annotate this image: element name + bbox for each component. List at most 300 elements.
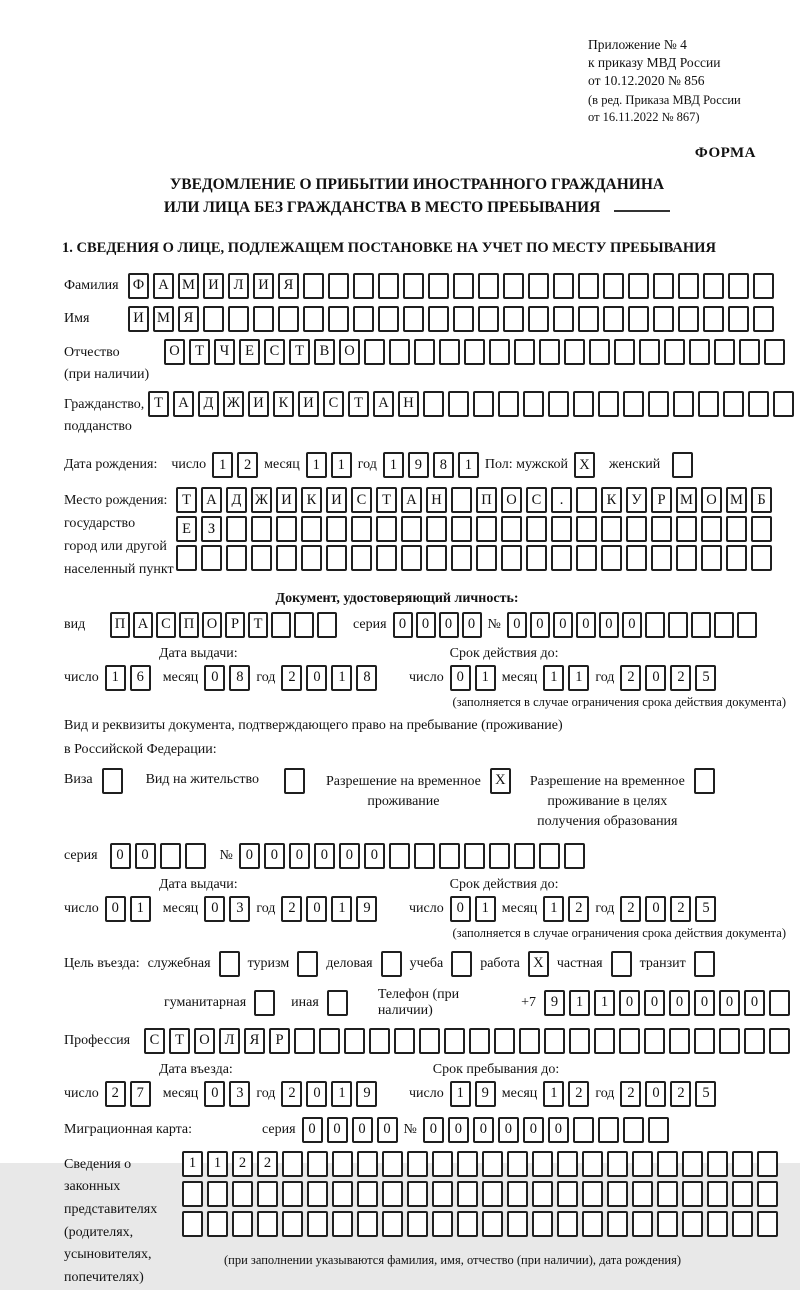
char-box[interactable]	[732, 1181, 753, 1207]
permit-issue-day-input[interactable]	[105, 896, 151, 922]
char-box[interactable]: И	[298, 391, 319, 417]
char-box[interactable]	[254, 990, 275, 1016]
char-box[interactable]	[707, 1211, 728, 1237]
char-box[interactable]	[326, 545, 347, 571]
char-box[interactable]: Е	[239, 339, 260, 365]
char-box[interactable]: 0	[744, 990, 765, 1016]
char-box[interactable]	[614, 339, 635, 365]
char-box[interactable]: Т	[148, 391, 169, 417]
char-box[interactable]	[757, 1211, 778, 1237]
char-box[interactable]: Ч	[214, 339, 235, 365]
char-box[interactable]	[689, 339, 710, 365]
char-box[interactable]: 0	[619, 990, 640, 1016]
char-box[interactable]: И	[128, 306, 149, 332]
char-box[interactable]: 2	[257, 1151, 278, 1177]
char-box[interactable]: 0	[306, 665, 327, 691]
char-box[interactable]: 8	[356, 665, 377, 691]
char-box[interactable]	[707, 1181, 728, 1207]
char-box[interactable]: 0	[393, 612, 413, 638]
char-box[interactable]: О	[164, 339, 185, 365]
char-box[interactable]	[326, 516, 347, 542]
char-box[interactable]	[607, 1211, 628, 1237]
char-box[interactable]: 2	[568, 1081, 589, 1107]
char-box[interactable]	[682, 1211, 703, 1237]
char-box[interactable]	[401, 545, 422, 571]
char-box[interactable]	[282, 1181, 303, 1207]
profession-input[interactable]	[144, 1028, 790, 1054]
char-box[interactable]: О	[194, 1028, 215, 1054]
char-box[interactable]: X	[490, 768, 511, 794]
char-box[interactable]	[769, 1028, 790, 1054]
char-box[interactable]	[382, 1151, 403, 1177]
purpose-humanitarian-checkbox[interactable]	[254, 990, 275, 1016]
valid-day-input[interactable]	[450, 665, 496, 691]
char-box[interactable]	[203, 306, 224, 332]
char-box[interactable]: Т	[169, 1028, 190, 1054]
char-box[interactable]	[553, 306, 574, 332]
char-box[interactable]: 0	[507, 612, 527, 638]
char-box[interactable]	[607, 1151, 628, 1177]
char-box[interactable]: 0	[694, 990, 715, 1016]
char-box[interactable]	[703, 273, 724, 299]
char-box[interactable]	[182, 1181, 203, 1207]
permit-valid-month-input[interactable]	[543, 896, 589, 922]
char-box[interactable]: А	[201, 487, 222, 513]
char-box[interactable]: 0	[264, 843, 285, 869]
doc-number-input[interactable]	[507, 612, 757, 638]
char-box[interactable]	[451, 487, 472, 513]
char-box[interactable]	[228, 306, 249, 332]
char-box[interactable]: В	[314, 339, 335, 365]
char-box[interactable]	[357, 1181, 378, 1207]
char-box[interactable]: Р	[651, 487, 672, 513]
birth-month-input[interactable]	[306, 452, 352, 478]
char-box[interactable]	[678, 306, 699, 332]
char-box[interactable]	[694, 1028, 715, 1054]
char-box[interactable]	[557, 1181, 578, 1207]
purpose-study-checkbox[interactable]	[451, 951, 472, 977]
entry-year-input[interactable]	[281, 1081, 377, 1107]
char-box[interactable]	[723, 391, 744, 417]
char-box[interactable]: И	[276, 487, 297, 513]
char-box[interactable]: 1	[568, 665, 589, 691]
char-box[interactable]: Я	[178, 306, 199, 332]
birth-day-input[interactable]	[212, 452, 258, 478]
char-box[interactable]	[694, 951, 715, 977]
char-box[interactable]	[739, 339, 760, 365]
char-box[interactable]: С	[144, 1028, 165, 1054]
char-box[interactable]	[744, 1028, 765, 1054]
char-box[interactable]: 2	[620, 896, 641, 922]
char-box[interactable]: 0	[576, 612, 596, 638]
char-box[interactable]	[226, 545, 247, 571]
char-box[interactable]	[332, 1211, 353, 1237]
char-box[interactable]: 1	[212, 452, 233, 478]
char-box[interactable]: 2	[670, 665, 691, 691]
char-box[interactable]	[453, 306, 474, 332]
char-box[interactable]	[494, 1028, 515, 1054]
char-box[interactable]: 0	[110, 843, 131, 869]
char-box[interactable]: 1	[130, 896, 151, 922]
char-box[interactable]	[327, 990, 348, 1016]
char-box[interactable]	[714, 339, 735, 365]
char-box[interactable]	[569, 1028, 590, 1054]
char-box[interactable]	[623, 1117, 644, 1143]
char-box[interactable]: 0	[439, 612, 459, 638]
char-box[interactable]	[598, 1117, 619, 1143]
char-box[interactable]	[678, 273, 699, 299]
char-box[interactable]	[672, 452, 693, 478]
char-box[interactable]	[389, 339, 410, 365]
char-box[interactable]: 0	[204, 896, 225, 922]
char-box[interactable]	[257, 1211, 278, 1237]
char-box[interactable]: 0	[105, 896, 126, 922]
char-box[interactable]	[301, 545, 322, 571]
char-box[interactable]: Ж	[223, 391, 244, 417]
char-box[interactable]	[648, 391, 669, 417]
char-box[interactable]: А	[153, 273, 174, 299]
char-box[interactable]	[251, 516, 272, 542]
char-box[interactable]: 2	[232, 1151, 253, 1177]
char-box[interactable]	[378, 306, 399, 332]
char-box[interactable]: 0	[416, 612, 436, 638]
char-box[interactable]	[503, 273, 524, 299]
char-box[interactable]	[551, 516, 572, 542]
char-box[interactable]	[507, 1211, 528, 1237]
char-box[interactable]	[439, 843, 460, 869]
char-box[interactable]: 0	[553, 612, 573, 638]
char-box[interactable]	[307, 1211, 328, 1237]
char-box[interactable]	[564, 339, 585, 365]
char-box[interactable]: Т	[189, 339, 210, 365]
purpose-other-checkbox[interactable]	[327, 990, 348, 1016]
char-box[interactable]: М	[676, 487, 697, 513]
char-box[interactable]	[548, 391, 569, 417]
char-box[interactable]	[428, 273, 449, 299]
char-box[interactable]	[769, 990, 790, 1016]
edu-permit-checkbox[interactable]	[694, 768, 715, 794]
char-box[interactable]	[501, 545, 522, 571]
entry-month-input[interactable]	[204, 1081, 250, 1107]
char-box[interactable]	[698, 391, 719, 417]
char-box[interactable]: П	[179, 612, 199, 638]
char-box[interactable]	[469, 1028, 490, 1054]
char-box[interactable]: М	[153, 306, 174, 332]
char-box[interactable]: 3	[229, 1081, 250, 1107]
char-box[interactable]	[378, 273, 399, 299]
char-box[interactable]	[664, 339, 685, 365]
birth-place-input-row1[interactable]	[176, 487, 772, 513]
char-box[interactable]: 6	[130, 665, 151, 691]
char-box[interactable]	[448, 391, 469, 417]
char-box[interactable]: 0	[327, 1117, 348, 1143]
char-box[interactable]	[694, 768, 715, 794]
char-box[interactable]	[276, 516, 297, 542]
char-box[interactable]: 0	[364, 843, 385, 869]
char-box[interactable]	[532, 1151, 553, 1177]
char-box[interactable]	[389, 843, 410, 869]
char-box[interactable]	[419, 1028, 440, 1054]
char-box[interactable]: 2	[670, 896, 691, 922]
char-box[interactable]: Н	[398, 391, 419, 417]
char-box[interactable]	[526, 545, 547, 571]
char-box[interactable]: А	[401, 487, 422, 513]
char-box[interactable]: 8	[229, 665, 250, 691]
char-box[interactable]	[457, 1151, 478, 1177]
char-box[interactable]	[764, 339, 785, 365]
char-box[interactable]	[632, 1181, 653, 1207]
char-box[interactable]	[657, 1211, 678, 1237]
char-box[interactable]: 2	[620, 665, 641, 691]
char-box[interactable]	[464, 843, 485, 869]
char-box[interactable]	[232, 1181, 253, 1207]
char-box[interactable]	[451, 516, 472, 542]
char-box[interactable]	[432, 1151, 453, 1177]
char-box[interactable]	[376, 545, 397, 571]
char-box[interactable]	[603, 273, 624, 299]
char-box[interactable]	[728, 306, 749, 332]
char-box[interactable]: И	[203, 273, 224, 299]
char-box[interactable]	[303, 306, 324, 332]
stay-month-input[interactable]	[543, 1081, 589, 1107]
char-box[interactable]	[489, 339, 510, 365]
name-input[interactable]	[128, 306, 774, 332]
char-box[interactable]: 1	[594, 990, 615, 1016]
char-box[interactable]	[653, 273, 674, 299]
char-box[interactable]	[757, 1151, 778, 1177]
char-box[interactable]	[444, 1028, 465, 1054]
char-box[interactable]	[757, 1181, 778, 1207]
permit-valid-day-input[interactable]	[450, 896, 496, 922]
char-box[interactable]: О	[202, 612, 222, 638]
char-box[interactable]	[473, 391, 494, 417]
char-box[interactable]: 0	[548, 1117, 569, 1143]
char-box[interactable]	[257, 1181, 278, 1207]
char-box[interactable]	[476, 516, 497, 542]
char-box[interactable]	[182, 1211, 203, 1237]
char-box[interactable]	[426, 516, 447, 542]
surname-input[interactable]	[128, 273, 774, 299]
char-box[interactable]	[737, 612, 757, 638]
birth-place-input-row3[interactable]	[176, 545, 772, 571]
char-box[interactable]	[628, 273, 649, 299]
char-box[interactable]	[557, 1151, 578, 1177]
char-box[interactable]	[526, 516, 547, 542]
patronymic-input[interactable]	[164, 339, 785, 365]
char-box[interactable]	[507, 1151, 528, 1177]
char-box[interactable]	[457, 1211, 478, 1237]
purpose-tourism-checkbox[interactable]	[297, 951, 318, 977]
char-box[interactable]	[576, 545, 597, 571]
char-box[interactable]	[451, 951, 472, 977]
char-box[interactable]: 0	[377, 1117, 398, 1143]
visa-checkbox[interactable]	[102, 768, 123, 794]
char-box[interactable]	[648, 1117, 669, 1143]
char-box[interactable]	[714, 612, 734, 638]
valid-year-input[interactable]	[620, 665, 716, 691]
char-box[interactable]: 8	[433, 452, 454, 478]
char-box[interactable]	[673, 391, 694, 417]
char-box[interactable]	[564, 843, 585, 869]
char-box[interactable]: 1	[543, 665, 564, 691]
char-box[interactable]	[657, 1151, 678, 1177]
citizenship-input[interactable]	[148, 391, 794, 417]
char-box[interactable]	[691, 612, 711, 638]
char-box[interactable]: Т	[176, 487, 197, 513]
char-box[interactable]	[407, 1211, 428, 1237]
char-box[interactable]	[394, 1028, 415, 1054]
char-box[interactable]: 0	[644, 990, 665, 1016]
char-box[interactable]	[357, 1151, 378, 1177]
char-box[interactable]: 5	[695, 1081, 716, 1107]
char-box[interactable]	[578, 273, 599, 299]
char-box[interactable]	[651, 545, 672, 571]
char-box[interactable]	[589, 339, 610, 365]
char-box[interactable]: З	[201, 516, 222, 542]
char-box[interactable]: Б	[751, 487, 772, 513]
char-box[interactable]	[514, 843, 535, 869]
char-box[interactable]	[523, 391, 544, 417]
char-box[interactable]	[207, 1181, 228, 1207]
representatives-input-row2[interactable]	[182, 1181, 778, 1207]
char-box[interactable]	[726, 516, 747, 542]
char-box[interactable]: 1	[306, 452, 327, 478]
char-box[interactable]	[357, 1211, 378, 1237]
char-box[interactable]	[645, 612, 665, 638]
char-box[interactable]	[601, 516, 622, 542]
char-box[interactable]: 1	[331, 452, 352, 478]
purpose-business-checkbox[interactable]	[381, 951, 402, 977]
char-box[interactable]: 0	[523, 1117, 544, 1143]
char-box[interactable]	[553, 273, 574, 299]
char-box[interactable]	[376, 516, 397, 542]
char-box[interactable]	[532, 1211, 553, 1237]
char-box[interactable]: 9	[408, 452, 429, 478]
char-box[interactable]	[682, 1151, 703, 1177]
char-box[interactable]	[478, 273, 499, 299]
char-box[interactable]: Н	[426, 487, 447, 513]
char-box[interactable]	[414, 339, 435, 365]
char-box[interactable]: 1	[383, 452, 404, 478]
char-box[interactable]	[297, 951, 318, 977]
char-box[interactable]	[551, 545, 572, 571]
issue-day-input[interactable]	[105, 665, 151, 691]
birth-place-input-row2[interactable]	[176, 516, 772, 542]
permit-valid-year-input[interactable]	[620, 896, 716, 922]
char-box[interactable]	[573, 1117, 594, 1143]
char-box[interactable]	[501, 516, 522, 542]
char-box[interactable]: К	[301, 487, 322, 513]
char-box[interactable]: Р	[269, 1028, 290, 1054]
char-box[interactable]	[344, 1028, 365, 1054]
char-box[interactable]	[282, 1151, 303, 1177]
char-box[interactable]	[611, 951, 632, 977]
char-box[interactable]: Т	[248, 612, 268, 638]
purpose-work-checkbox[interactable]	[528, 951, 549, 977]
doc-series-input[interactable]	[393, 612, 482, 638]
char-box[interactable]	[732, 1151, 753, 1177]
char-box[interactable]	[632, 1211, 653, 1237]
char-box[interactable]: 0	[498, 1117, 519, 1143]
char-box[interactable]: 1	[569, 990, 590, 1016]
char-box[interactable]	[201, 545, 222, 571]
char-box[interactable]	[578, 306, 599, 332]
char-box[interactable]: 1	[331, 665, 352, 691]
char-box[interactable]	[332, 1151, 353, 1177]
char-box[interactable]	[668, 612, 688, 638]
char-box[interactable]: 0	[306, 1081, 327, 1107]
char-box[interactable]	[582, 1151, 603, 1177]
char-box[interactable]: 1	[543, 896, 564, 922]
char-box[interactable]	[319, 1028, 340, 1054]
char-box[interactable]	[657, 1181, 678, 1207]
char-box[interactable]: Я	[244, 1028, 265, 1054]
char-box[interactable]	[253, 306, 274, 332]
char-box[interactable]: 0	[450, 896, 471, 922]
phone-input[interactable]	[544, 990, 790, 1016]
char-box[interactable]: 1	[331, 896, 352, 922]
char-box[interactable]: Е	[176, 516, 197, 542]
char-box[interactable]	[703, 306, 724, 332]
char-box[interactable]: 0	[302, 1117, 323, 1143]
char-box[interactable]: К	[601, 487, 622, 513]
char-box[interactable]	[185, 843, 206, 869]
stay-day-input[interactable]	[450, 1081, 496, 1107]
char-box[interactable]: М	[178, 273, 199, 299]
char-box[interactable]: А	[373, 391, 394, 417]
char-box[interactable]	[428, 306, 449, 332]
char-box[interactable]	[332, 1181, 353, 1207]
char-box[interactable]: О	[701, 487, 722, 513]
residence-permit-checkbox[interactable]	[284, 768, 305, 794]
char-box[interactable]: 0	[450, 665, 471, 691]
char-box[interactable]	[539, 843, 560, 869]
char-box[interactable]: Д	[226, 487, 247, 513]
char-box[interactable]	[632, 1151, 653, 1177]
char-box[interactable]: 1	[543, 1081, 564, 1107]
char-box[interactable]: М	[726, 487, 747, 513]
char-box[interactable]: X	[528, 951, 549, 977]
permit-number-input[interactable]	[239, 843, 585, 869]
char-box[interactable]: Л	[228, 273, 249, 299]
char-box[interactable]	[619, 1028, 640, 1054]
char-box[interactable]	[369, 1028, 390, 1054]
char-box[interactable]	[519, 1028, 540, 1054]
migration-series-input[interactable]	[302, 1117, 398, 1143]
char-box[interactable]	[294, 1028, 315, 1054]
char-box[interactable]	[219, 951, 240, 977]
char-box[interactable]: 1	[331, 1081, 352, 1107]
char-box[interactable]: 0	[622, 612, 642, 638]
char-box[interactable]	[773, 391, 794, 417]
char-box[interactable]	[232, 1211, 253, 1237]
char-box[interactable]	[707, 1151, 728, 1177]
char-box[interactable]	[351, 545, 372, 571]
char-box[interactable]: 2	[281, 1081, 302, 1107]
permit-series-input[interactable]	[110, 843, 206, 869]
char-box[interactable]: 9	[356, 1081, 377, 1107]
issue-month-input[interactable]	[204, 665, 250, 691]
char-box[interactable]: 0	[204, 1081, 225, 1107]
char-box[interactable]	[482, 1211, 503, 1237]
char-box[interactable]	[576, 487, 597, 513]
char-box[interactable]	[307, 1151, 328, 1177]
char-box[interactable]: 0	[448, 1117, 469, 1143]
char-box[interactable]: И	[253, 273, 274, 299]
char-box[interactable]: Т	[289, 339, 310, 365]
char-box[interactable]: 0	[339, 843, 360, 869]
char-box[interactable]	[628, 306, 649, 332]
